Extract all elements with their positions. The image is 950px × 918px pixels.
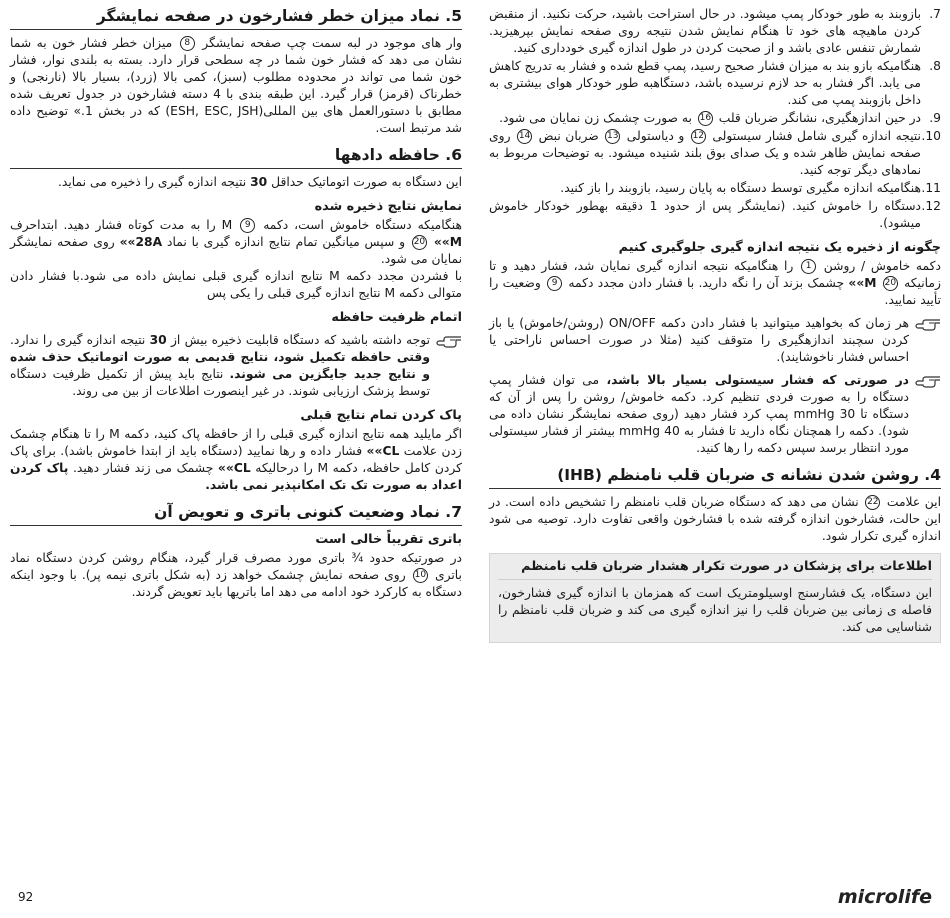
step-text: نتیجه اندازه گیری شامل فشار سیستولی [712,129,921,143]
section-4-text [489,494,941,545]
note-text: هر زمان که بخواهید میتوانید با فشار دادن دکمه ON/OFF (روشن/خاموش) یا باز کردن سچبند اندازهگیری را متوقف کنید (مثلا در صورت احساس ناراحتی یا احساس فشار ناخوشایند). [489,316,909,364]
text-run: روی صفحه نمایش چشمک خواهد زد (به شکل باتری نیمه پر). با وجود اینکه دستگاه به کارکرد خود ادامه می دهد اما باتریها باید تعویض گردند. [10,568,462,599]
memory-symbol-ref: 20 [412,235,427,250]
diastolic-ref: 13 [605,129,620,144]
note-text [489,372,909,457]
pointing-hand-icon [915,315,941,331]
text-run: نتایج باید پیش از تکمیل ظرفیت دستگاه توسط پزشک ارزیابی شوند. در غیر اینصورت اطلاعات از بین می روند. [10,367,430,398]
text-run: میزان خطر فشار خون به شما نشان می دهد که فشار خون شما در چه سطحی قرار دارد. بسته به بلندی نوار، فشار خون شما می تواند در محدوده مطلوب (سبز)، کمی بالا (زرد)، بسیار بالا (نارنجی) و خطرناک (قرمز) قرار گیرد. این طبقه بندی با 4 دسته فشارخون در جدول تعریف شده مطابق با دستورالعمل های بین المللی(ESH, ESC, JSH) که در بخش 1.» توضیح داده شد مرتبط است. [10,36,463,135]
step-text: ضربان نبض [538,129,599,143]
text-run: توجه داشته باشید که دستگاه قابلیت ذخیره بیش از [170,333,430,347]
systolic-ref: 12 [691,129,706,144]
clear-warning-bold: پاک کردن اعداد به صورت تک تک امکانپذیر نمی باشد. [10,461,462,492]
risk-bar-ref: 8 [180,36,195,51]
step-number: 10. [921,129,941,143]
pointing-hand-icon [436,332,462,348]
step-12 [489,198,941,232]
m-button-ref: 9 [240,218,255,233]
on-off-button-ref: 1 [801,259,816,274]
view-stored-text [10,217,462,268]
pulse-indicator-ref: 16 [698,111,713,126]
step-number: 7. [929,7,941,21]
battery-symbol-ref: 10 [413,568,428,583]
info-box-text: این دستگاه، یک فشارسنج اوسیلومتریک است که همزمان با اندازه گیری فشارخون، فاصله ی زمانی بین ضربان قلب را نیز اندازه گیری می کند و ضربان قلب نامنظم را شناسایی می کند. [498,586,932,634]
text-run: نتیجه اندازه گیری را ندارد. [10,333,146,347]
text-run: اگر مایلید همه نتایج اندازه گیری قبلی را از حافظه پاک کنید، دکمه M را تا هنگام چشمک زدن علامت [10,427,462,458]
text-run: وضعیت را تأیید نمایید. [489,276,941,307]
note-bold: 30 [149,333,167,347]
text-run: M را به مدت کوتاه فشار دهید. ابتداحرف [10,218,233,232]
clear-all-text [10,426,462,494]
text-run: چشمک می زند فشار دهید. [73,461,214,475]
page-number: 92 [18,890,34,904]
section-6-intro [10,174,462,191]
view-stored-text-2: با فشردن مجدد دکمه M نتایج اندازه گیری قبلی نمایش داده می شود.با فشار دادن متوالی دکمه M نتایج اندازه گیری قبلی را یکی پس [10,269,462,300]
pointing-hand-icon [915,372,941,388]
note-high-systolic [489,372,941,457]
doctors-info-box [489,553,941,643]
step-text: دستگاه را خاموش کنید. (نمایشگر پس از حدود 1 دقیقه بهطور خودکار خاموش میشود). [489,199,921,230]
step-number: 9. [929,111,941,125]
note-bold: وقتی حافظه تکمیل شود، نتایج قدیمی به صورت اتوماتیک حذف شده و نتایج جدید جایگزین می شوند. [10,350,430,381]
left-column [10,6,462,601]
brand-logo: microlife [837,886,932,908]
clear-symbol-label: CL»» [217,461,251,475]
subheading-battery-low: باتری تقریباً خالی است [315,532,462,547]
section-6-title: 6. حافظه دادهها [10,145,462,169]
m-button-ref: 9 [547,276,562,291]
step-7 [489,6,941,57]
text-run: چشمک بزند آن را نگه دارید. با فشار دادن مجدد دکمه [568,276,845,290]
clear-symbol-label: CL»» [366,444,400,458]
step-text: به صورت چشمک زن نمایان می شود. [499,111,692,125]
note-stop-measurement [489,315,941,366]
section-5-text [10,35,462,137]
store-prevent-text [489,258,941,309]
pulse-ref: 14 [517,129,532,144]
section-7-title: 7. نماد وضعیت کنونی باتری و تعویض آن [10,502,462,526]
text-run: وار های موجود در لبه سمت چپ صفحه نمایشگر [202,36,462,50]
text-run: فشار داده و رها نمایید (دستگاه باید از ابتدا خاموش باشد). برای پاک کردن کامل حافظه، دکمه M را درحالیکه [10,444,463,475]
step-9 [489,110,941,127]
step-text: هنگامیکه بازو بند به میزان فشار صحیح رسید، پمپ قطع شده و فشار به تدریج کاهش می یابد. اگر فشار به حد لازم نرسیده باشد، دستگاهبه طور خودکار هوای بیشتری به داخل بازوبند پمپ می کند. [489,59,921,107]
step-10 [489,128,941,179]
text-run: نتیجه اندازه گیری را ذخیره می نماید. [57,175,247,189]
text-run: هنگامیکه دستگاه خاموش است، دکمه [263,218,462,232]
memory-key-label: M»» [848,276,877,290]
text-run: روی صفحه نمایشگر نمایان می شود. [10,235,462,266]
store-prevent-heading: چگونه از ذخیره یک نتیجه اندازه گیری جلوگیری کنیم [618,240,941,255]
text-run: را هنگامیکه نتیجه اندازه گیری نمایان شد، فشار دهید و تا زمانیکه [489,259,941,290]
step-11 [489,180,941,197]
memory-symbol-ref: 20 [883,276,898,291]
right-column [489,6,941,643]
step-8 [489,58,941,109]
note-text [10,332,430,400]
note-bold: در صورتی که فشار سیستولی بسیار بالا باشد، [606,373,909,387]
text-run: در صورتیکه حدود ¾ باتری مورد مصرف قرار گیرد، هنگام روشن کردن دستگاه نماد باتری [10,551,462,582]
ihb-symbol-ref: 22 [865,495,880,510]
section-4-title: 4. روشن شدن نشانه ی ضربان قلب نامنظم (IHB) [489,465,941,489]
step-number: 11. [921,181,941,195]
average-symbol-label: 28A»» [119,235,163,249]
step-text: در حین اندازهگیری، نشانگر ضربان قلب [718,111,921,125]
text-run: این دستگاه به صورت اتوماتیک حداقل [271,175,462,189]
memory-key-label: M»» [433,235,462,249]
subheading-clear-all: پاک کردن تمام نتایج قبلی [300,408,462,423]
text-run: دکمه خاموش / روشن [823,259,941,273]
text-run: می توان فشار پمپ دستگاه را به صورت فردی تنظیم کرد. دکمه خاموش/ روشن را پس از آن که دستگاه تا 30 mmHg پمپ کرد فشار دهید (روی صفحه نمایشگر نشان داده می شود). دکمه را همچنان نگاه دارید تا فشار به 40 mmHg بیشتر از فشار سیستولی مورد انتظار برسد سپس دکمه را رها کنید. [489,373,909,455]
step-text: و دیاستولی [626,129,685,143]
subheading-view-stored: نمایش نتایج ذخیره شده [314,199,462,214]
measurement-steps [489,6,941,232]
text-run: این علامت [886,495,941,509]
step-number: 12. [921,199,941,213]
section-5-title: 5. نماد میزان خطر فشارخون در صفحه نمایشگر [10,6,462,30]
step-text: بازوبند به طور خودکار پمپ میشود. در حال استراحت باشید، حرکت نکنید. از منقبض کردن ماهیچه های خود تا هنگام نمایش شدن نتیجه روی صفحه نمایش بپرهیزید. شمارش تنفس عادی باشد و از صحبت کردن در طول اندازه گیری خودداری کنید. [489,7,921,55]
info-box-title: اطلاعات برای پزشکان در صورت تکرار هشدار ضربان قلب نامنظم [498,558,932,580]
subheading-memory-full: اتمام ظرفیت حافظه [331,310,462,325]
step-text: روی صفحه نمایش ظاهر شده و یک صدای بوق بلند شنیده میشود. به توضیحات مربوط به نمادهای دیگر توجه کنید. [489,129,921,177]
text-run: نشان می دهد که دستگاه ضربان قلب نامنظم را تشخیص داده است. در این حالت، فشارخون اندازه گرفته شده با فشارخون واقعی تفاوت دارد. توصیه می شود اندازه گیری تکرار شود. [489,495,941,543]
text-run: و سپس میانگین تمام نتایج اندازه گیری با نماد [166,235,406,249]
note-memory-full [10,332,462,400]
step-number: 8. [929,59,941,73]
step-text: هنگامیکه اندازه مگیری توسط دستگاه به پایان رسید، بازوبند را باز کنید. [560,181,921,195]
memory-count: 30 [250,175,268,189]
battery-low-text [10,550,462,601]
